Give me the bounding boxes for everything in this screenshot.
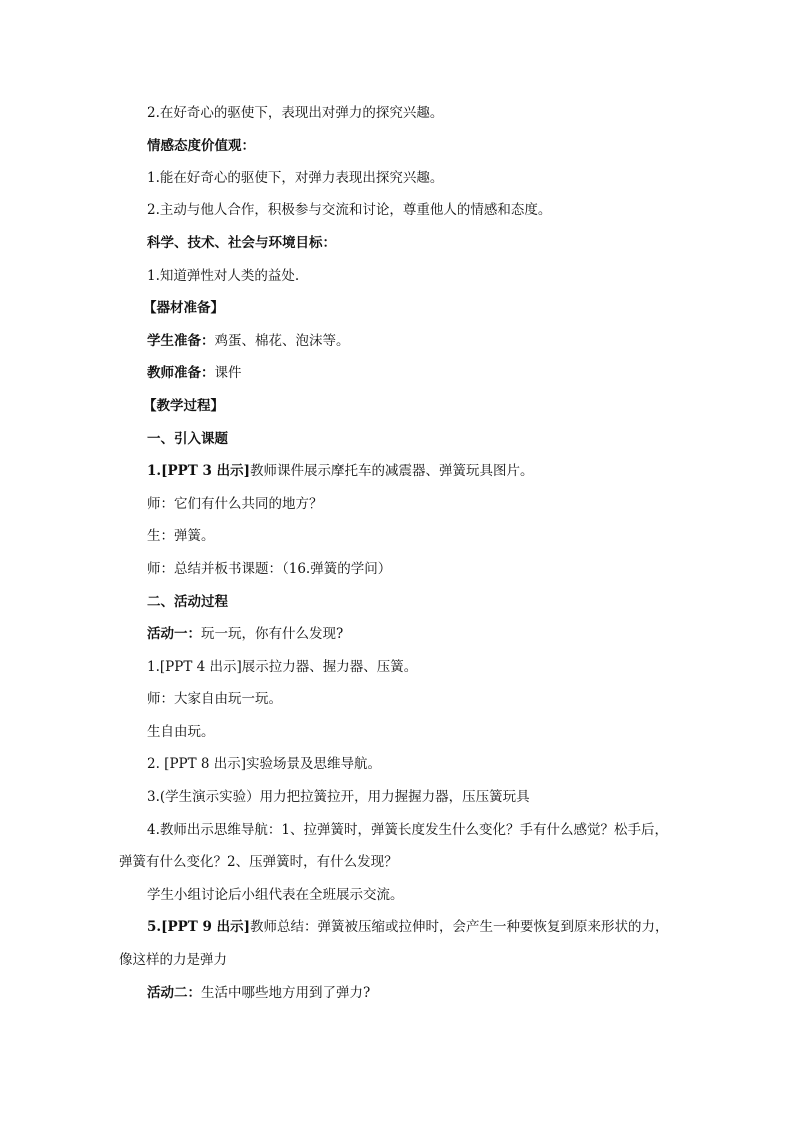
inline-label: 活动一：	[147, 626, 201, 642]
text-line: 1.知道弹性对人类的益处.	[147, 268, 300, 284]
text-line: 生自由玩。	[147, 724, 215, 740]
text-line: 1.[PPT 4 出示]展示拉力器、握力器、压簧。	[147, 659, 418, 675]
text-line: 活动二：生活中哪些地方用到了弹力?	[147, 985, 371, 1001]
text-line: 5.[PPT 9 出示]教师总结：弹簧被压缩或拉伸时，会产生一种要恢复到原来形状的力，	[147, 919, 669, 935]
text-line: 2. [PPT 8 出示]实验场景及思维导航。	[147, 756, 382, 772]
text-line: 生：弹簧。	[147, 528, 215, 544]
section-heading: 一、引入课题	[147, 431, 228, 447]
text-line: 活动一：玩一玩，你有什么发现?	[147, 626, 344, 642]
text-line: 像这样的力是弹力	[119, 952, 227, 968]
inline-label: 5.[PPT 9 出示]	[147, 919, 251, 935]
text-line: 师：它们有什么共同的地方？	[147, 496, 323, 512]
section-heading: 二、活动过程	[147, 594, 228, 610]
section-heading: 【器材准备】	[143, 300, 224, 316]
text-line: 1.[PPT 3 出示]教师课件展示摩托车的减震器、弹簧玩具图片。	[147, 463, 534, 479]
section-heading: 【教学过程】	[143, 398, 224, 414]
text-line: 师：大家自由玩一玩。	[147, 691, 282, 707]
inline-label: 活动二：	[147, 985, 201, 1001]
section-heading: 科学、技术、社会与环境目标：	[147, 235, 336, 251]
text-line: 教师准备：课件	[147, 365, 242, 381]
inline-label: 1.[PPT 3 出示]	[147, 463, 251, 479]
text-line: 弹簧有什么变化？2、压弹簧时，有什么发现？	[119, 854, 398, 870]
inline-label: 学生准备：	[147, 333, 215, 349]
text-line: 学生小组讨论后小组代表在全班展示交流。	[147, 887, 404, 903]
text-line: 4.教师出示思维导航：1、拉弹簧时，弹簧长度发生什么变化？手有什么感觉？松手后，	[147, 822, 668, 838]
text-line: 2.主动与他人合作，积极参与交流和讨论，尊重他人的情感和态度。	[147, 202, 552, 218]
section-heading: 情感态度价值观：	[147, 138, 255, 154]
text-line: 学生准备：鸡蛋、棉花、泡沫等。	[147, 333, 350, 349]
text-line: 1.能在好奇心的驱使下，对弹力表现出探究兴趣。	[147, 170, 444, 186]
text-line: 2.在好奇心的驱使下，表现出对弹力的探究兴趣。	[147, 105, 444, 121]
inline-label: 教师准备：	[147, 365, 215, 381]
text-line: 师：总结并板书课题：（16.弹簧的学问）	[147, 561, 392, 577]
text-line: 3.(学生演示实验）用力把拉簧拉开，用力握握力器，压压簧玩具	[147, 789, 530, 805]
